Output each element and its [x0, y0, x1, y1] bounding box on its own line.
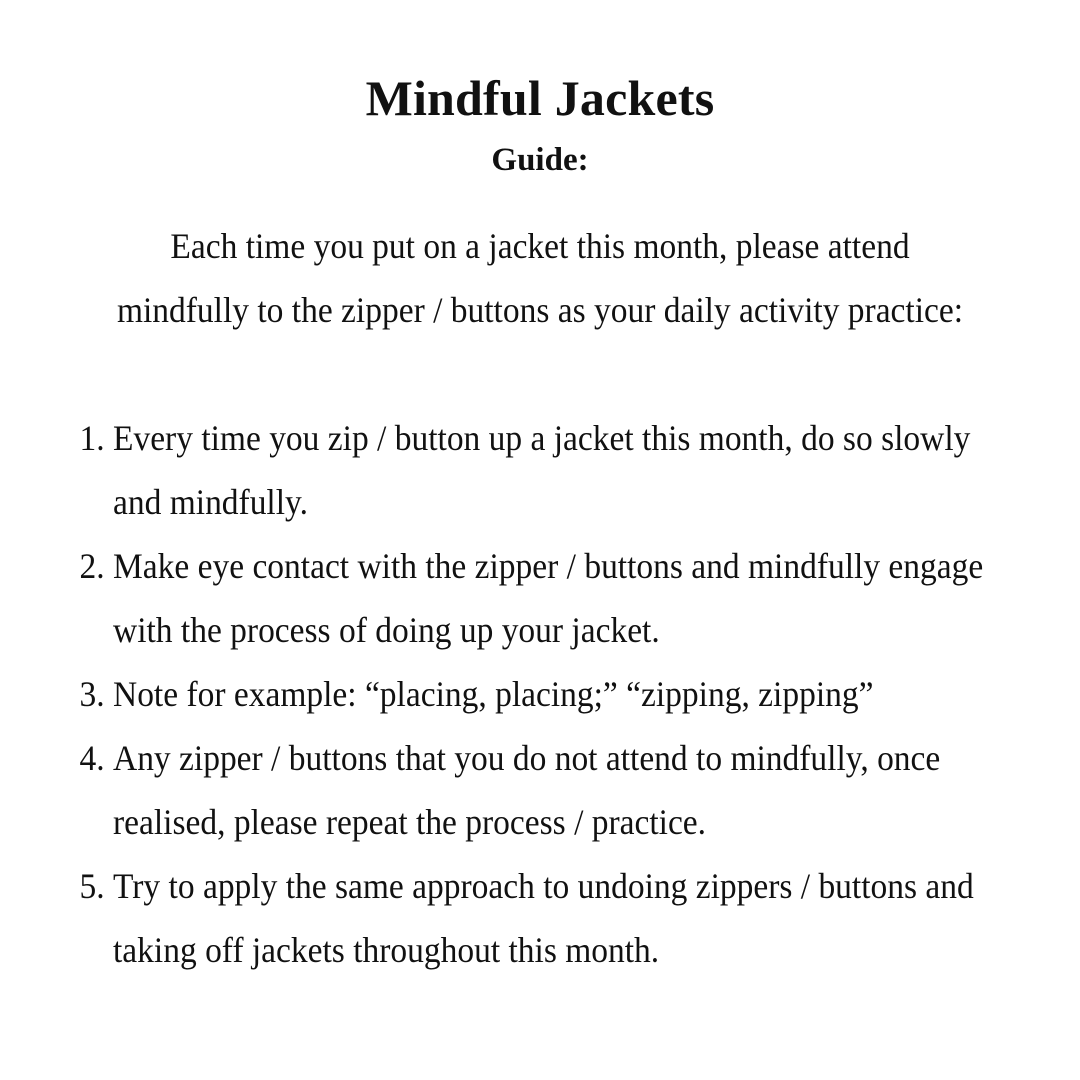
step-text: Make eye contact with the zipper / buttons and mindfully engage with the process of doing up your jacket.	[113, 546, 984, 650]
steps-list	[60, 406, 990, 982]
step-text: Any zipper / buttons that you do not attend to mindfully, once realised, please repeat the process / practice.	[113, 738, 941, 842]
intro-line-1: Each time you put on a jacket this month, please attend	[170, 226, 910, 266]
step-number: 3.	[79, 674, 105, 714]
list-item	[60, 406, 990, 534]
step-text: Try to apply the same approach to undoing zippers / buttons and taking off jackets throughout this month.	[113, 866, 974, 970]
step-text: Every time you zip / button up a jacket this month, do so slowly and mindfully.	[113, 418, 971, 522]
intro-paragraph	[75, 214, 1005, 342]
step-text: Note for example: “placing, placing;” “zipping, zipping”	[113, 674, 874, 714]
list-item	[60, 534, 990, 662]
step-number: 2.	[79, 546, 105, 586]
list-item	[60, 662, 990, 726]
step-number: 1.	[79, 418, 105, 458]
page-title: Mindful Jackets	[365, 70, 715, 126]
list-item	[60, 854, 990, 982]
page-subtitle: Guide:	[491, 142, 589, 178]
step-number: 4.	[79, 738, 105, 778]
step-number: 5.	[79, 866, 105, 906]
intro-line-2: mindfully to the zipper / buttons as your daily activity practice:	[116, 290, 964, 330]
list-item	[60, 726, 990, 854]
